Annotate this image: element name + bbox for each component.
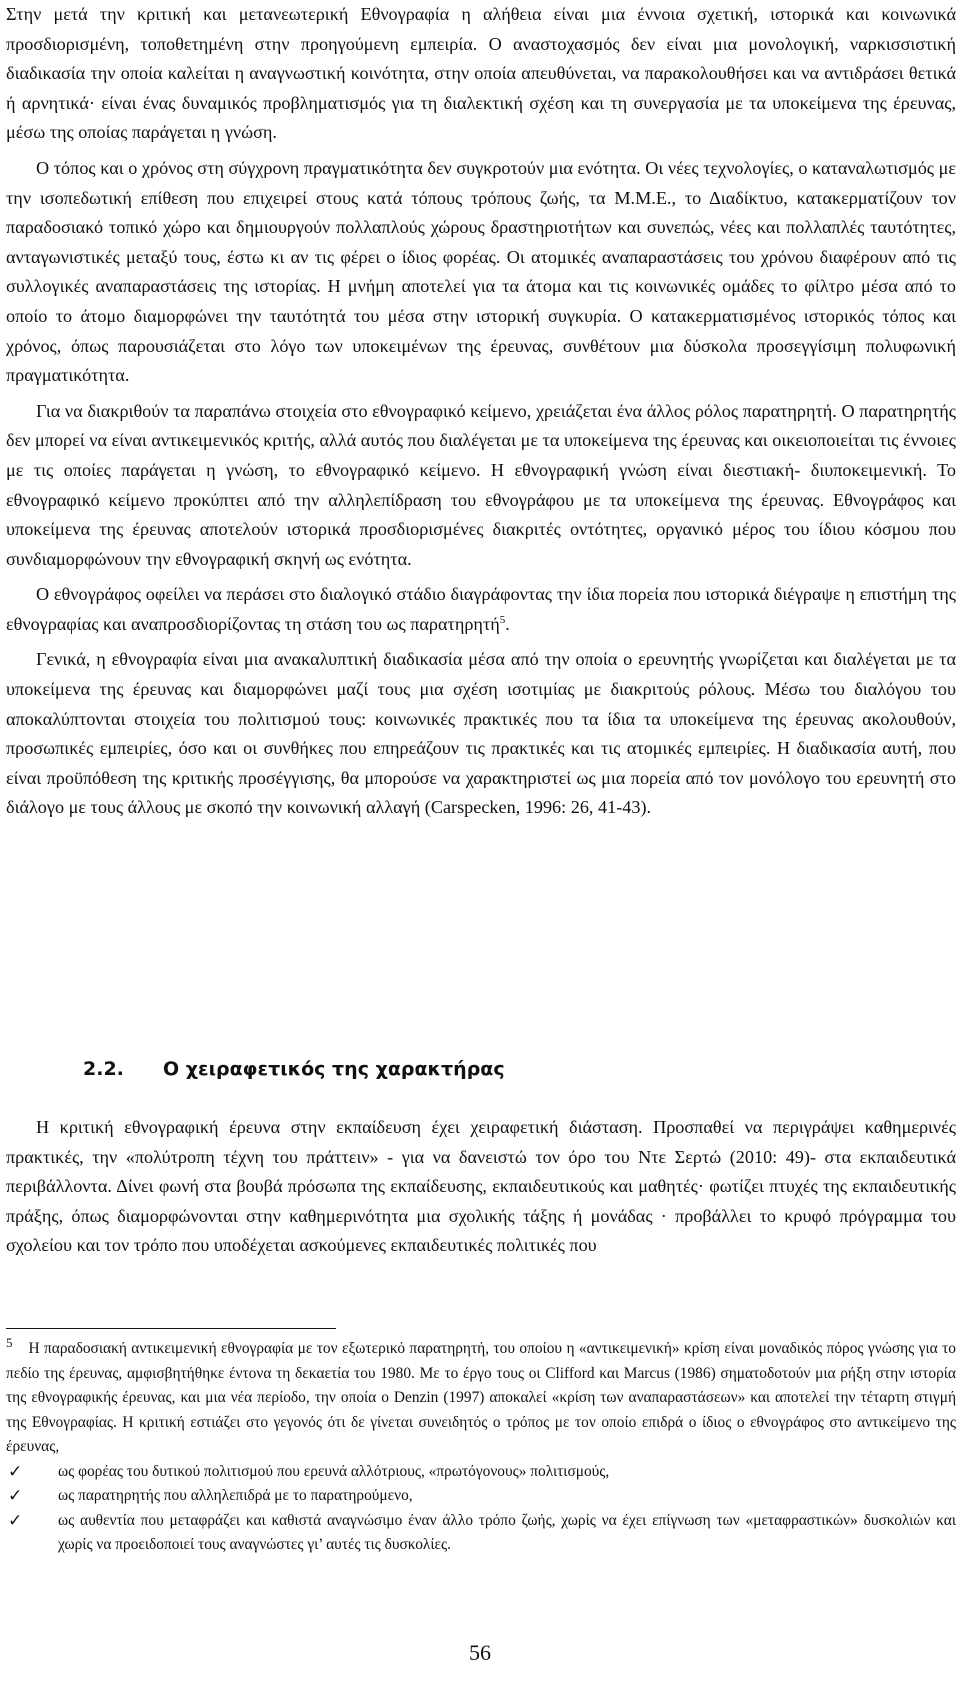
section-title: Ο χειραφετικός της χαρακτήρας: [163, 1058, 505, 1080]
footnote-list-item: [6, 1484, 956, 1509]
footnote-item-text: ως αυθεντία που μεταφράζει και καθιστά αναγνώσιμο έναν άλλο τρόπο ζωής, χωρίς να έχει επίγνωση των «μεταφραστικών» δυσκολιών και χωρίς να προειδοποιεί τους αναγνώστες γι’ αυτές τις δυσκολίες.: [58, 1511, 956, 1553]
paragraph-3: Για να διακριθούν τα παραπάνω στοιχεία στο εθνογραφικό κείμενο, χρειάζεται ένα άλλος ρόλος παρατηρητή. Ο παρατηρητής δεν μπορεί να είναι αντικειμενικός κριτής, αλλά αυτός που διαλέγεται με τα υποκείμενα της έρευνας και οικειοποιείται τις έννοιες με τις οποίες παράγεται η γνώση, το εθνογραφικό κείμενο. Η εθνογραφική γνώση είναι διεστιακή- διυποκειμενική. Το εθνογραφικό κείμενο προκύπτει από την αλληλεπίδραση του εθνογράφου με τα υποκείμενα της έρευνας. Εθνογράφος και υποκείμενα της έρευνας αποτελούν ιστορικά προσδιορισμένες διακριτές οντότητες, οργανικό μέρος του ίδιου κόσμου που συνδιαμορφώνουν την εθνογραφική σκηνή ως ενότητα.: [6, 400, 956, 569]
paragraph-2: Ο τόπος και ο χρόνος στη σύγχρονη πραγματικότητα δεν συγκροτούν μια ενότητα. Οι νέες τεχνολογίες, ο καταναλωτισμός με την ισοπεδωτική επίθεση που επιχειρεί στους κατά τόπους τρόπους ζωής, τα Μ.Μ.Ε., το Διαδίκτυο, κατακερματίζουν τον παραδοσιακό τοπικό χώρο και δημιουργούν πολλαπλούς χώρους δραστηριοτήτων και συνεπώς, νέες και πολλαπλές ταυτότητες, ανταγωνιστικές μεταξύ τους, έστω κι αν τις φέρει ο ίδιος φορέας. Οι ατομικές αναπαραστάσεις του χρόνου διαφέρουν από τις συλλογικές αναπαραστάσεις της ιστορίας. Η μνήμη αποτελεί για τα άτομα και τις κοινωνικές ομάδες το φίλτρο μέσα από το οποίο το άτομο διαμορφώνει την ταυτότητά του μέσα στην ιστορική συγκυρία. Ο κατακερματισμένος ιστορικός τόπος και χρόνος, όπως παρουσιάζεται στο λόγο των υποκειμένων της έρευνας, συνθέτουν μια δύσκολα προσεγγίσιμη πολυφωνική πραγματικότητα.: [6, 157, 956, 386]
checkmark-icon: ✓: [8, 1486, 23, 1506]
section-body: [6, 1113, 956, 1267]
footnote: [6, 1334, 956, 1558]
footnote-item-text: ως παρατηρητής που αλληλεπιδρά με το παρατηρούμενο,: [58, 1487, 413, 1504]
footnote-reference: 5: [499, 613, 506, 626]
footnote-number: 5: [6, 1334, 13, 1350]
paragraph-4: Ο εθνογράφος οφείλει να περάσει στο διαλογικό στάδιο διαγράφοντας την ίδια πορεία που ιστορικά διέγραψε η επιστήμη της εθνογραφίας και αναπροσδιορίζοντας τη στάση του ως παρατηρητή$^5$.: [6, 584, 956, 634]
paragraph-4-text: Ο εθνογράφος οφείλει να περάσει στο διαλογικό στάδιο διαγράφοντας την ίδια πορεία που ιστορικά διέγραψε η επιστήμη της εθνογραφίας και αναπροσδιορίζοντας τη στάση του ως παρατηρητή: [6, 584, 956, 634]
checkmark-icon: ✓: [8, 1461, 23, 1482]
page-number: 56: [469, 1640, 491, 1665]
section-paragraph: Η κριτική εθνογραφική έρευνα στην εκπαίδευση έχει χειραφετική διάσταση. Προσπαθεί να περιγράψει καθημερινές πρακτικές, την «πολύτροπη τέχνη του πράττειν» - για να δανειστώ τον όρο του Ντε Σερτώ (2010: 49)- στα εκπαιδευτικά περιβάλλοντα. Δίνει φωνή στα βουβά πρόσωπα της εκπαίδευσης, εκπαιδευτικούς και μαθητές· φωτίζει πτυχές της εκπαιδευτικής πράξης, όπως διαμορφώνονται στην καθημερινότητα μια σχολικής τάξης ή μονάδας · προβάλλει το κρυφό πρόγραμμα του σχολείου και τον τρόπο που υποδέχεται ασκούμενες εκπαιδευτικές πολιτικές που: [6, 1117, 956, 1256]
footnote-item-text: ως φορέας του δυτικού πολιτισμού που ερευνά αλλότριους, «πρωτόγονους» πολιτισμούς,: [58, 1462, 610, 1480]
footnote-list: [6, 1460, 956, 1558]
checkmark-icon: ✓: [8, 1510, 23, 1531]
paragraph-1: Στην μετά την κριτική και μετανεωτερική Εθνογραφία η αλήθεια είναι μια έννοια σχετική, ιστορικά και κοινωνικά προσδιορισμένη, τοποθετημένη στην προηγούμενη εμπειρία. Ο αναστοχασμός δεν είναι μια μονολογική, ναρκισσιστική διαδικασία την οποία καλείται η αναγνωστική κοινότητα, στην οποία απευθύνεται, να παρακολουθήσει και να αντιδράσει θετικά ή αρνητικά· είναι ένας δυναμικός προβληματισμός για τη διαλεκτική σχέση και τη συνεργασία με τα υποκείμενα της έρευνας, μέσω της οποίας παράγεται η γνώση.: [6, 4, 956, 143]
document-page: [6, 0, 956, 829]
footnote-list-item: [6, 1509, 956, 1558]
section-number: 2.2.: [83, 1058, 124, 1080]
paragraph-5: Γενικά, η εθνογραφία είναι μια ανακαλυπτική διαδικασία μέσα από την οποία ο ερευνητής γνωρίζεται και διαλέγεται με τα υποκείμενα της έρευνας και διαμορφώνει μαζί τους μια σχέση ισοτιμίας με διακριτούς ρόλους. Μέσω του διαλόγου του αποκαλύπτονται στοιχεία του πολιτισμού τους: κοινωνικές πρακτικές που τα ίδια τα υποκείμενα της έρευνας ακολουθούν, προσωπικές εμπειρίες, όσο και οι συνθήκες που επηρεάζουν τις πρακτικές και τις ατομικές εμπειρίες. Η διαδικασία αυτή, που είναι προϋπόθεση της κριτικής προσέγγισης, θα μπορούσε να χαρακτηριστεί ως μια πορεία από τον μονόλογο του ερευνητή στο διάλογο με τους άλλους με σκοπό την κοινωνική αλλαγή (Carspecken, 1996: 26, 41-43).: [6, 649, 956, 818]
footnote-divider: [6, 1328, 336, 1329]
footnote-list-item: [6, 1460, 956, 1485]
footnote-text-block: [6, 1334, 956, 1460]
footnote-text: Η παραδοσιακή αντικειμενική εθνογραφία με τον εξωτερικό παρατηρητή, του οποίου η «αντικειμενική» κρίση είναι μοναδικός πόρος γνώσης για το πεδίο της έρευνας, αμφισβητήθηκε έντονα τη δεκαετία του 1980. Με το έργο τους οι Clifford και Marcus (1986) σηματοδοτούν μια ρήξη στην ιστορία της εθνογραφικής έρευνας, και μια νέα περίοδο, την οποία ο Denzin (1997) αποκαλεί «κρίση των αναπαραστάσεων» και αποτελεί την τέταρτη στιγμή της Εθνογραφίας. Η κριτική εστιάζει στο γεγονός ότι δε γίνεται συνειδητός ο τρόπος με τον οποίο επιδρά ο ίδιος ο εθνογράφος στο αντικείμενο της έρευνας,: [6, 1340, 956, 1455]
section-heading: [83, 1058, 505, 1080]
